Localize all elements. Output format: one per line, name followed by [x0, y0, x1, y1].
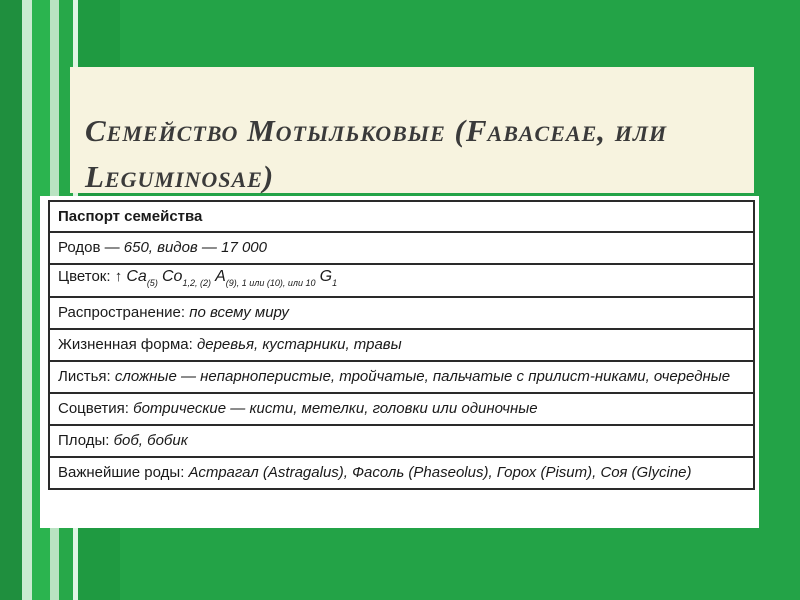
row-label: Плоды:	[58, 432, 110, 449]
row-label: Цветок:	[58, 268, 111, 285]
table-cell	[49, 457, 754, 489]
table-row	[49, 329, 754, 361]
row-value: деревья, кустарники, травы	[196, 336, 402, 353]
row-value: по всему миру	[189, 304, 289, 321]
row-value: 650, видов — 17 000	[123, 239, 267, 256]
formula-ca-sub: (5)	[146, 278, 158, 288]
table-row	[49, 232, 754, 264]
family-passport-table	[48, 200, 755, 490]
table-cell	[49, 393, 754, 425]
row-label: Жизненная форма:	[58, 336, 193, 353]
formula-a-sub: (9), 1 или (10), или 10	[225, 278, 316, 288]
formula-co: Co	[161, 268, 183, 285]
formula-g: G	[319, 268, 333, 285]
row-label: Важнейшие роды:	[58, 464, 185, 481]
table-cell	[49, 361, 754, 393]
table-row	[49, 264, 754, 297]
arrow-icon: ↑	[114, 268, 123, 285]
table-row	[49, 393, 754, 425]
row-value: сложные — непарноперистые, тройчатые, пальчатые с прилист-никами, очередные	[114, 368, 731, 385]
formula-co-sub: 1,2, (2)	[182, 278, 211, 288]
bg-stripe	[0, 0, 22, 600]
table-header: Паспорт семейства	[49, 201, 754, 232]
table-row	[49, 361, 754, 393]
row-value: ботрические — кисти, метелки, головки или одиночные	[133, 400, 538, 417]
formula-g-sub: 1	[332, 278, 338, 288]
table-cell	[49, 425, 754, 457]
row-label: Родов —	[58, 239, 120, 256]
row-value: Астрагал (Astragalus), Фасоль (Phaseolus), Горох (Pisum), Соя (Glycine)	[188, 464, 692, 481]
table-cell	[49, 329, 754, 361]
row-label: Соцветия:	[58, 400, 129, 417]
bg-stripe	[22, 0, 32, 600]
formula-a: A	[215, 268, 226, 285]
table-cell	[49, 232, 754, 264]
slide-title: Семейство Мотыльковые (Fabaceae, или Leguminosae)	[85, 113, 668, 194]
row-value: боб, бобик	[113, 432, 188, 449]
formula-ca: Ca	[126, 268, 147, 285]
table-row	[49, 457, 754, 489]
row-label: Распространение:	[58, 304, 186, 321]
row-label: Листья:	[58, 368, 111, 385]
table-row	[49, 297, 754, 329]
table-row	[49, 201, 754, 232]
table-cell	[49, 264, 754, 297]
table-row	[49, 425, 754, 457]
table-cell	[49, 297, 754, 329]
